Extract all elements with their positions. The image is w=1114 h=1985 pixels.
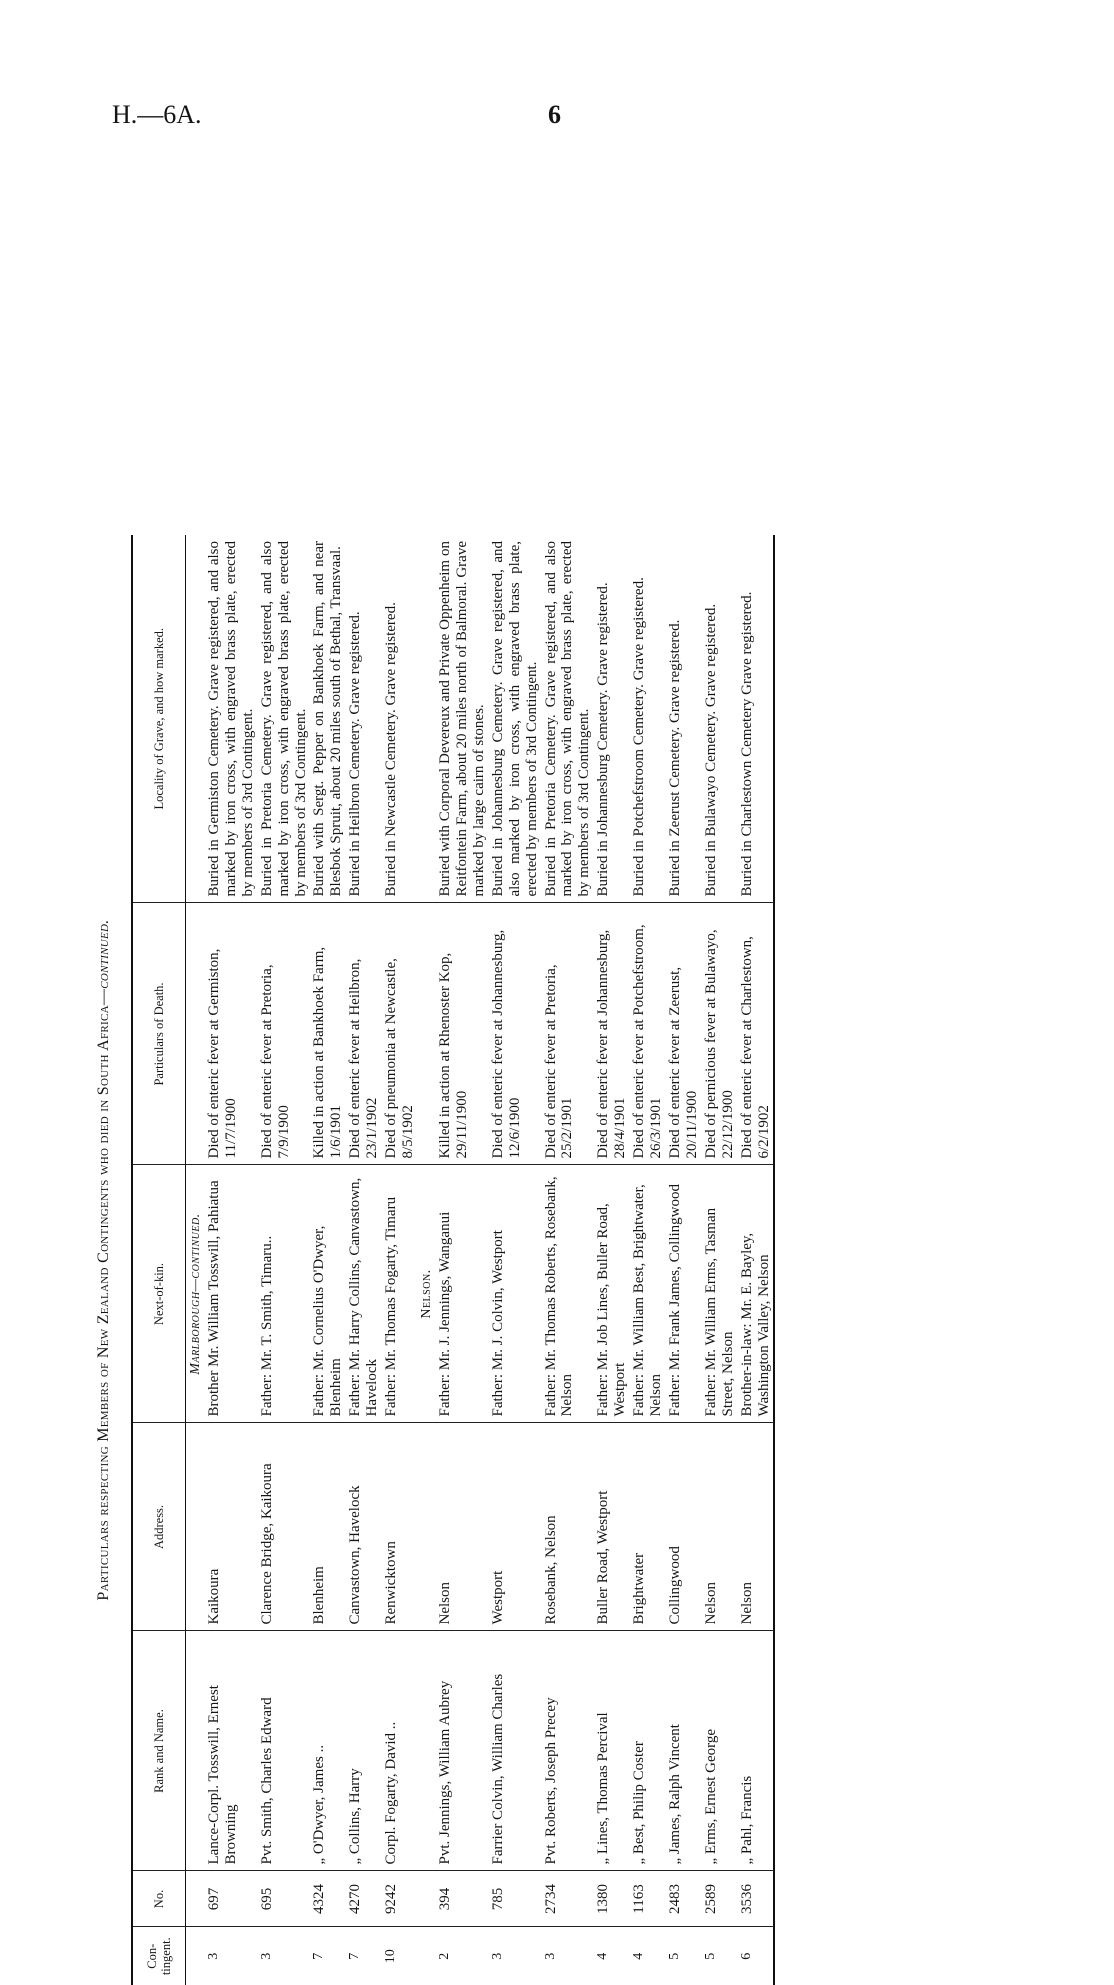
table-row xyxy=(204,535,257,1985)
cell-kin: Brother Mr. William Tosswill, Pahiatua xyxy=(204,1165,257,1423)
cell-address: Collingwood xyxy=(665,1423,701,1631)
cell-name: „ Pahl, Francis xyxy=(737,1631,774,1871)
table-row xyxy=(309,535,345,1985)
cell-no: 2483 xyxy=(665,1871,701,1927)
cell-kin: Father: Mr. Frank James, Collingwood xyxy=(665,1165,701,1423)
cell-grave: Buried in Zeerust Cemetery. Grave registered. xyxy=(667,619,684,897)
table-row xyxy=(381,535,417,1985)
cell-death: Killed in action at Rhenoster Kop, 29/11/1900 xyxy=(435,903,488,1165)
table-row xyxy=(737,535,774,1985)
section-heading-marlborough: Marlborough—continued. xyxy=(186,1165,204,1423)
cell-grave: Buried with Corporal Devereux and Private Oppenheim on Reitfontein Farm, about 20 miles north of Balmoral. Grave marked by large cairn of stones. xyxy=(436,541,487,897)
cell-address: Nelson xyxy=(435,1423,488,1631)
cell-no: 9242 xyxy=(381,1871,417,1927)
cell-death: Died of enteric fever at Pretoria, 25/2/1901 xyxy=(541,903,594,1165)
cell-address: Clarence Bridge, Kaikoura xyxy=(257,1423,310,1631)
cell-death: Died of enteric fever at Johannesburg, 28/4/1901 xyxy=(593,903,629,1165)
col-header-next-of-kin: Next-of-kin. xyxy=(132,1165,186,1423)
cell-contingent: 5 xyxy=(665,1927,701,1985)
cell-address: Buller Road, Westport xyxy=(593,1423,629,1631)
table-title-main: Particulars respecting Members of New Zealand Contingents who died in South Africa— xyxy=(95,988,112,1601)
cell-address: Nelson xyxy=(701,1423,737,1631)
cell-death: Died of enteric fever at Johannesburg, 12/6/1900 xyxy=(488,903,541,1165)
cell-address: Renwicktown xyxy=(381,1423,417,1631)
cell-name: Pvt. Jennings, William Aubrey xyxy=(435,1631,488,1871)
section-row xyxy=(417,535,435,1985)
cell-death: Died of enteric fever at Potchefstroom, 26/3/1901 xyxy=(629,903,665,1165)
table-row xyxy=(257,535,310,1985)
page-number: 6 xyxy=(548,100,561,129)
table-row xyxy=(488,535,541,1985)
table-row xyxy=(629,535,665,1985)
cell-name: „ Collins, Harry xyxy=(345,1631,381,1871)
cell-no: 394 xyxy=(435,1871,488,1927)
cell-no: 2589 xyxy=(701,1871,737,1927)
cell-no: 4270 xyxy=(345,1871,381,1927)
cell-name: „ Lines, Thomas Percival xyxy=(593,1631,629,1871)
cell-kin: Father: Mr. Thomas Roberts, Rosebank, Nelson xyxy=(541,1165,594,1423)
cell-kin: Brother-in-law: Mr. E. Bayley, Washington Valley, Nelson xyxy=(737,1165,774,1423)
cell-no: 785 xyxy=(488,1871,541,1927)
cell-death: Died of enteric fever at Pretoria, 7/9/1900 xyxy=(257,903,310,1165)
table-row xyxy=(435,535,488,1985)
cell-contingent: 5 xyxy=(701,1927,737,1985)
section-heading-nelson: Nelson. xyxy=(417,1165,435,1423)
cell-name: Pvt. Smith, Charles Edward xyxy=(257,1631,310,1871)
cell-grave: Buried in Pretoria Cemetery. Grave registered, and also marked by iron cross, with engraved brass plate, erected by members of 3rd Contingent. xyxy=(258,541,309,897)
cell-name: „ Erms, Ernest George xyxy=(701,1631,737,1871)
cell-death: Died of enteric fever at Heilbron, 23/1/1902 xyxy=(345,903,381,1165)
cell-grave: Buried in Newcastle Cemetery. Grave registered. xyxy=(383,602,400,897)
cell-kin: Father: Mr. Cornelius O'Dwyer, Blenheim xyxy=(309,1165,345,1423)
cell-contingent: 3 xyxy=(488,1927,541,1985)
cell-kin: Father: Mr. Thomas Fogarty, Timaru xyxy=(381,1165,417,1423)
cell-death: Died of enteric fever at Charlestown, 6/2/1902 xyxy=(737,903,774,1165)
cell-no: 4324 xyxy=(309,1871,345,1927)
cell-grave: Buried in Heilbron Cemetery. Grave registered. xyxy=(347,611,364,897)
cell-no: 695 xyxy=(257,1871,310,1927)
cell-name: „ Best, Philip Coster xyxy=(629,1631,665,1871)
cell-kin: Father: Mr. J. Jennings, Wanganui xyxy=(435,1165,488,1423)
cell-no: 3536 xyxy=(737,1871,774,1927)
section-row xyxy=(186,535,204,1985)
cell-grave: Buried in Potchefstroom Cemetery. Grave registered. xyxy=(631,577,648,897)
cell-no: 1163 xyxy=(629,1871,665,1927)
cell-kin: Father: Mr. Job Lines, Buller Road, Westport xyxy=(593,1165,629,1423)
cell-contingent: 3 xyxy=(257,1927,310,1985)
cell-address: Nelson xyxy=(737,1423,774,1631)
col-header-rank-name: Rank and Name. xyxy=(132,1631,186,1871)
cell-grave: Buried in Bulawayo Cemetery. Grave registered. xyxy=(702,603,719,897)
table-row xyxy=(701,535,737,1985)
cell-contingent: 4 xyxy=(629,1927,665,1985)
cell-contingent: 3 xyxy=(541,1927,594,1985)
table-header-row xyxy=(132,535,186,1985)
cell-name: Lance-Corpl. Tosswill, Ernest Browning xyxy=(204,1631,257,1871)
cell-contingent: 7 xyxy=(345,1927,381,1985)
cell-grave: Buried in Charlestown Cemetery Grave registered. xyxy=(737,535,774,903)
table-title xyxy=(95,535,113,1985)
cell-grave: Buried in Johannesburg Cemetery. Grave registered, and also marked by iron cross, with engraved brass plate, erected by members of 3rd Contingent. xyxy=(489,541,540,897)
cell-name: Pvt. Roberts, Joseph Precey xyxy=(541,1631,594,1871)
rotated-table-block xyxy=(93,535,973,1985)
cell-death: Killed in action at Bankhoek Farm, 1/6/1901 xyxy=(309,903,345,1165)
cell-address: Canvastown, Havelock xyxy=(345,1423,381,1631)
cell-kin: Father: Mr. Harry Collins, Canvastown, Havelock xyxy=(345,1165,381,1423)
cell-no: 1380 xyxy=(593,1871,629,1927)
cell-address: Kaikoura xyxy=(204,1423,257,1631)
cell-name: Farrier Colvin, William Charles xyxy=(488,1631,541,1871)
cell-death: Died of pneumonia at Newcastle, 8/5/1902 xyxy=(381,903,417,1165)
table-row xyxy=(665,535,701,1985)
cell-contingent: 3 xyxy=(204,1927,257,1985)
cell-contingent: 2 xyxy=(435,1927,488,1985)
cell-grave: Buried in Johannesburg Cemetery. Grave registered. xyxy=(595,582,612,897)
cell-contingent: 4 xyxy=(593,1927,629,1985)
cell-address: Rosebank, Nelson xyxy=(541,1423,594,1631)
cell-contingent: 6 xyxy=(737,1927,774,1985)
cell-kin: Father: Mr. William Best, Brightwater, Nelson xyxy=(629,1165,665,1423)
col-header-address: Address. xyxy=(132,1423,186,1631)
cell-no: 697 xyxy=(204,1871,257,1927)
cell-name: „ O'Dwyer, James .. xyxy=(309,1631,345,1871)
cell-address: Westport xyxy=(488,1423,541,1631)
col-header-death: Particulars of Death. xyxy=(132,903,186,1165)
table-row xyxy=(345,535,381,1985)
cell-contingent: 10 xyxy=(381,1927,417,1985)
col-header-grave: Locality of Grave, and how marked. xyxy=(132,535,186,903)
table-title-suffix: continued. xyxy=(95,919,112,989)
cell-no: 2734 xyxy=(541,1871,594,1927)
cell-name: „ James, Ralph Vincent xyxy=(665,1631,701,1871)
cell-death: Died of pernicious fever at Bulawayo, 22/12/1900 xyxy=(701,903,737,1165)
cell-contingent: 7 xyxy=(309,1927,345,1985)
cell-grave: Buried with Sergt. Pepper on Bankhoek Farm, and near Blesbok Spruit, about 20 miles south of Bethal, Transvaal. xyxy=(311,541,345,897)
cell-death: Died of enteric fever at Zeerust, 20/11/1900 xyxy=(665,903,701,1165)
cell-grave: Buried in Pretoria Cemetery. Grave registered, and also marked by iron cross, with engraved brass plate, erected by members of 3rd Contingent. xyxy=(542,541,593,897)
cell-kin: Father: Mr. T. Smith, Timaru.. xyxy=(257,1165,310,1423)
casualty-table xyxy=(131,535,775,1985)
cell-grave: Buried in Germiston Cemetery. Grave registered, and also marked by iron cross, with engraved brass plate, erected by members of 3rd Contingent. xyxy=(205,541,256,897)
page-header-ref: H.—6A. xyxy=(112,100,202,129)
cell-death: Died of enteric fever at Germiston, 11/7/1900 xyxy=(204,903,257,1165)
cell-kin: Father: Mr. J. Colvin, Westport xyxy=(488,1165,541,1423)
col-header-contingent: Con-tingent. xyxy=(132,1927,186,1985)
col-header-no: No. xyxy=(132,1871,186,1927)
table-row xyxy=(541,535,594,1985)
cell-address: Brightwater xyxy=(629,1423,665,1631)
cell-kin: Father: Mr. William Erms, Tasman Street, Nelson xyxy=(701,1165,737,1423)
cell-address: Blenheim xyxy=(309,1423,345,1631)
cell-name: Corpl. Fogarty, David .. xyxy=(381,1631,417,1871)
table-row xyxy=(593,535,629,1985)
